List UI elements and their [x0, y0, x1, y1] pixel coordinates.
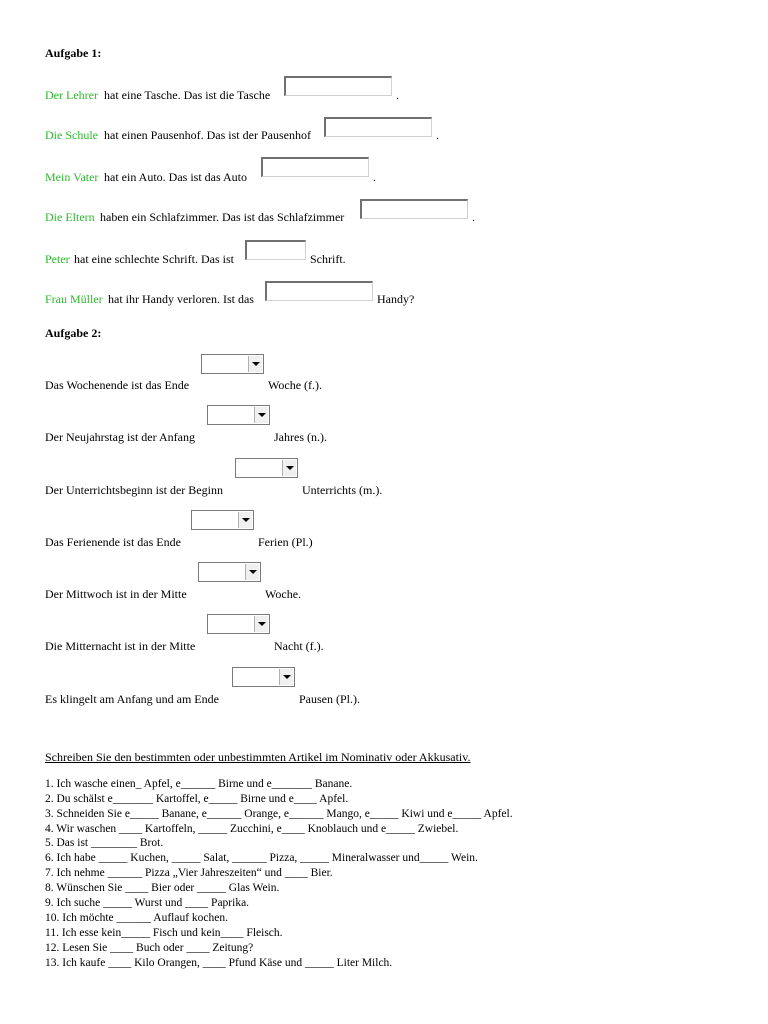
answer-input[interactable] [245, 240, 306, 260]
subject-label: Die Eltern [45, 210, 95, 224]
article-dropdown[interactable] [207, 405, 270, 425]
sentence-end: Jahres (n.). [274, 430, 327, 444]
sentence-end: Nacht (f.). [274, 639, 324, 653]
sentence-end: Pausen (Pl.). [299, 692, 360, 706]
sentence-start: Der Mittwoch ist in der Mitte [45, 587, 187, 601]
answer-input[interactable] [265, 281, 373, 301]
article-dropdown[interactable] [201, 354, 264, 374]
sentence-end: . [396, 88, 399, 102]
exercise-line: 9. Ich suche _____ Wurst und ____ Paprika. [45, 897, 250, 909]
exercise-line: 2. Du schälst e_______ Kartoffel, e_____ Birne und e____ Apfel. [45, 793, 349, 805]
subject-label: Die Schule [45, 128, 98, 142]
sentence-end: Schrift. [310, 252, 346, 266]
sentence-text: haben ein Schlafzimmer. Das ist das Schlafzimmer [100, 210, 345, 224]
sentence-end: Ferien (Pl.) [258, 535, 313, 549]
article-dropdown[interactable] [207, 614, 270, 634]
exercise-line: 10. Ich möchte ______ Auflauf kochen. [45, 912, 228, 924]
article-dropdown[interactable] [198, 562, 261, 582]
subject-label: Mein Vater [45, 170, 99, 184]
sentence-end: . [373, 170, 376, 184]
subject-label: Peter [45, 252, 70, 266]
exercise-line: 11. Ich esse kein_____ Fisch und kein____ Fleisch. [45, 927, 283, 939]
chevron-down-icon[interactable] [248, 356, 262, 372]
sentence-end: Woche (f.). [268, 378, 323, 392]
aufgabe3-instruction: Schreiben Sie den bestimmten oder unbestimmten Artikel im Nominativ oder Akkusativ. [45, 750, 471, 764]
exercise-line: 3. Schneiden Sie e_____ Banane, e______ Orange, e______ Mango, e_____ Kiwi und e_____ Apfel. [45, 808, 513, 820]
article-dropdown[interactable] [232, 667, 295, 687]
subject-label: Frau Müller [45, 292, 103, 306]
sentence-text: hat ein Auto. Das ist das Auto [104, 170, 247, 184]
aufgabe1-title: Aufgabe 1: [45, 46, 102, 60]
sentence-end: . [436, 128, 439, 142]
sentence-start: Das Wochenende ist das Ende [45, 378, 190, 392]
answer-input[interactable] [261, 157, 369, 177]
sentence-end: . [472, 210, 475, 224]
sentence-end: Woche. [265, 587, 302, 601]
chevron-down-icon[interactable] [282, 460, 296, 476]
exercise-line: 1. Ich wasche einen_ Apfel, e______ Birne und e_______ Banane. [45, 778, 353, 790]
sentence-start: Der Neujahrstag ist der Anfang [45, 430, 195, 444]
chevron-down-icon[interactable] [254, 407, 268, 423]
sentence-end: Handy? [377, 292, 415, 306]
exercise-line: 7. Ich nehme ______ Pizza „Vier Jahreszeiten“ und ____ Bier. [45, 867, 333, 879]
sentence-start: Das Ferienende ist das Ende [45, 535, 181, 549]
exercise-line: 13. Ich kaufe ____ Kilo Orangen, ____ Pfund Käse und _____ Liter Milch. [45, 957, 393, 969]
sentence-start: Der Unterrichtsbeginn ist der Beginn [45, 483, 223, 497]
sentence-start: Es klingelt am Anfang und am Ende [45, 692, 219, 706]
exercise-line: 5. Das ist ________ Brot. [45, 837, 164, 849]
exercise-line: 6. Ich habe _____ Kuchen, _____ Salat, ______ Pizza, _____ Mineralwasser und_____ Wein. [45, 852, 478, 864]
sentence-end: Unterrichts (m.). [302, 483, 383, 497]
answer-input[interactable] [360, 199, 468, 219]
sentence-text: hat ihr Handy verloren. Ist das [108, 292, 254, 306]
chevron-down-icon[interactable] [254, 616, 268, 632]
exercise-line: 4. Wir waschen ____ Kartoffeln, _____ Zucchini, e____ Knoblauch und e_____ Zwiebel. [45, 823, 459, 835]
subject-label: Der Lehrer [45, 88, 98, 102]
sentence-start: Die Mitternacht ist in der Mitte [45, 639, 196, 653]
answer-input[interactable] [284, 76, 392, 96]
article-dropdown[interactable] [235, 458, 298, 478]
article-dropdown[interactable] [191, 510, 254, 530]
aufgabe2-title: Aufgabe 2: [45, 326, 102, 340]
chevron-down-icon[interactable] [245, 564, 259, 580]
chevron-down-icon[interactable] [238, 512, 252, 528]
sentence-text: hat einen Pausenhof. Das ist der Pausenhof [104, 128, 311, 142]
sentence-text: hat eine Tasche. Das ist die Tasche [104, 88, 271, 102]
chevron-down-icon[interactable] [279, 669, 293, 685]
answer-input[interactable] [324, 117, 432, 137]
sentence-text: hat eine schlechte Schrift. Das ist [74, 252, 234, 266]
exercise-line: 12. Lesen Sie ____ Buch oder ____ Zeitung? [45, 942, 254, 954]
exercise-line: 8. Wünschen Sie ____ Bier oder _____ Glas Wein. [45, 882, 280, 894]
